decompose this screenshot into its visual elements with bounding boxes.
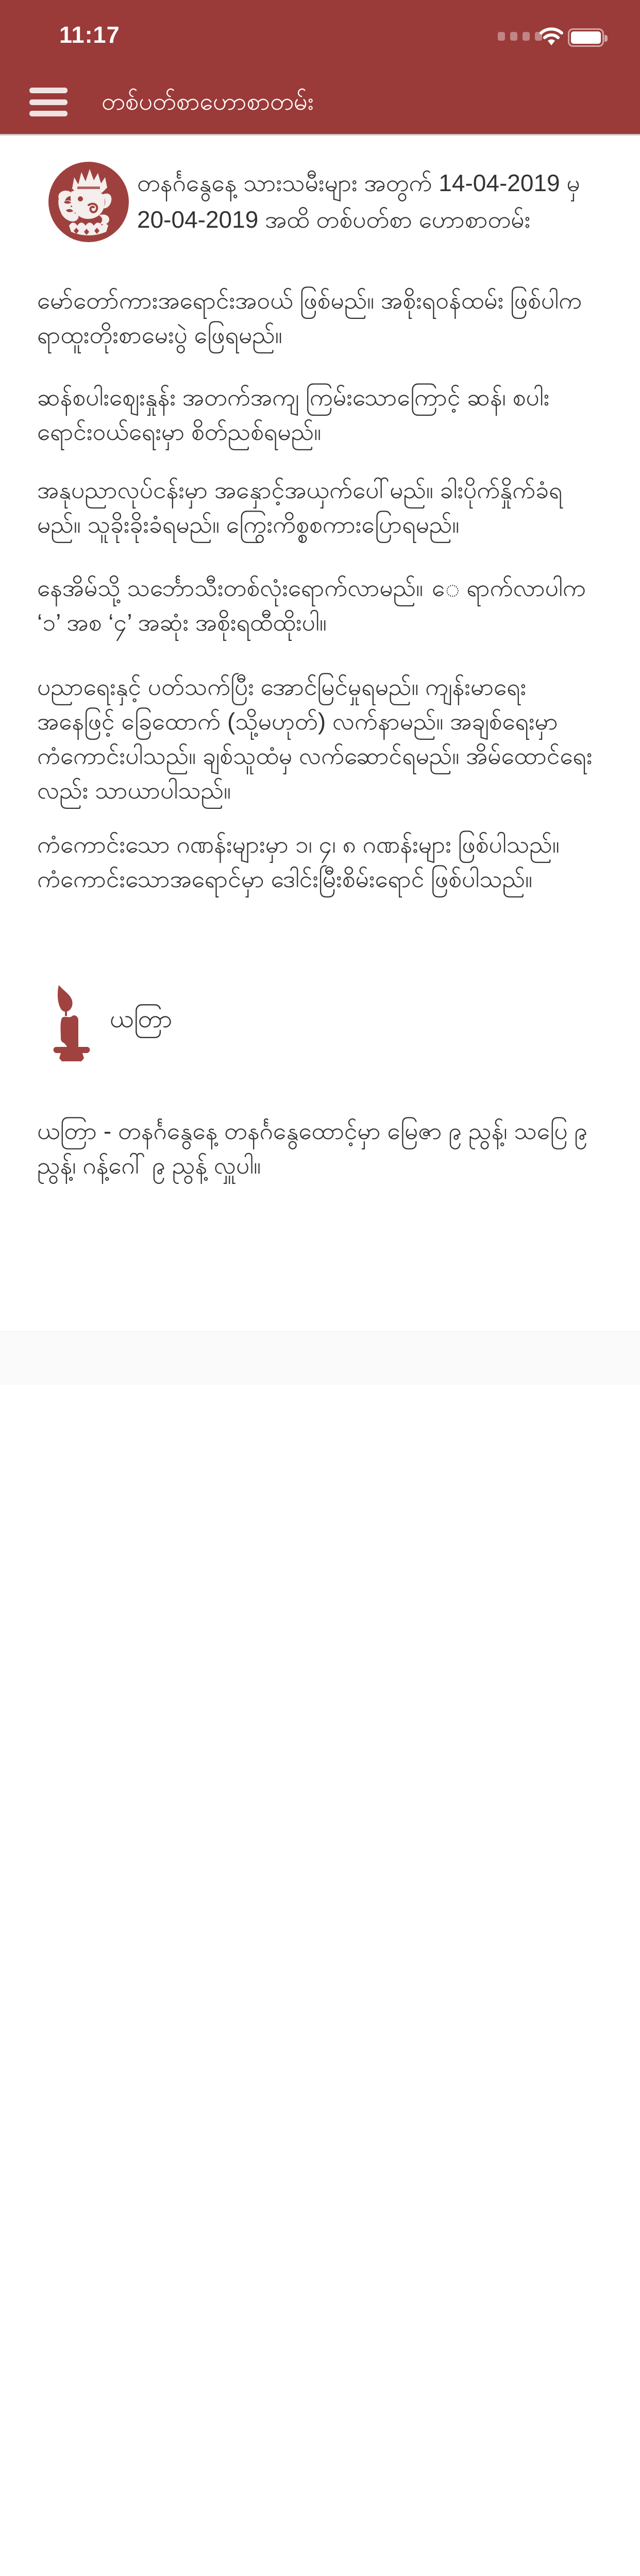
yadaya-heading: ယတြာ xyxy=(110,1006,173,1033)
horoscope-paragraph: မော်တော်ကားအရောင်းအဝယ် ဖြစ်မည်။ အစိုးရဝန်ထမ်း ဖြစ်ပါက ရာထူးတိုးစာမေးပွဲ ဖြေရမည်။ xyxy=(37,287,582,348)
status-bar-time: 11:17 xyxy=(59,22,120,48)
horoscope-paragraph: ကံကောင်းသော ဂဏန်းများမှာ ၁၊ ၄၊ ၈ ဂဏန်းများ ဖြစ်ပါသည်။ ကံကောင်းသောအရောင်မှာ ဒေါင်းမြီးစိမ်းရောင် ဖြစ်ပါသည်။ xyxy=(37,831,560,892)
yadaya-instruction: ယတြာ - တနင်္ဂနွေနေ့ တနင်္ဂနွေထောင့်မှာ မြေဇာ ၉ ညွန့်၊ သပြေ ၉ ညွန့်၊ ဂန့်ဂေါ် ၉ ညွန့် လှူပါ။ xyxy=(37,1117,588,1179)
garuda-emblem-logo xyxy=(48,162,129,242)
wifi-icon xyxy=(539,26,564,46)
cellular-signal-icon xyxy=(498,32,542,41)
intro-text: တနင်္ဂနွေနေ့ သားသမီးများ အတွက် 14-04-2019 မှ 20-04-2019 အထိ တစ်ပတ်စာ ဟောစာတမ်း xyxy=(137,170,580,233)
horoscope-paragraph: ဆန်စပါးစျေးနှုန်း အတက်အကျ ကြမ်းသောကြောင့် ဆန်၊ စပါးရောင်းဝယ်ရေးမှာ စိတ်ညစ်ရမည်။ xyxy=(37,384,550,445)
horoscope-paragraph: ပညာရေးနှင့် ပတ်သက်ပြီး အောင်မြင်မှုရမည်။ ကျန်းမာရေးအနေဖြင့် ခြေထောက် (သို့မဟုတ်) လက်နာမည်။ အချစ်ရေးမှာ ကံကောင်းပါသည်။ ချစ်သူထံမှ လက်ဆောင်ရမည်။ အိမ်ထောင်ရေးလည်း သာယာပါသည်။ xyxy=(37,673,593,804)
horoscope-paragraph: နေအိမ်သို့ သင်္ဘောသီးတစ်လုံးရောက်လာမည်။ ေ ရာက်လာပါက ‘၁’ အစ ‘၄’ အဆုံး အစိုးရထီထိုးပါ။ xyxy=(37,574,586,636)
app-header xyxy=(0,0,640,135)
menu-button[interactable] xyxy=(29,88,68,116)
horoscope-paragraph: အနုပညာလုပ်ငန်းမှာ အနှောင့်အယှက်ပေါ်မည်။ ခါးပိုက်နှိုက်ခံရမည်။ သူခိုးခိုးခံရမည်။ ကြွေးကိစ္စစကားပြောရမည်။ xyxy=(37,477,563,538)
lit-candle-icon xyxy=(52,984,92,1065)
battery-icon xyxy=(568,28,604,47)
page-title: တစ်ပတ်စာဟောစာတမ်း xyxy=(102,88,314,115)
bottom-safe-area xyxy=(0,1331,640,1385)
